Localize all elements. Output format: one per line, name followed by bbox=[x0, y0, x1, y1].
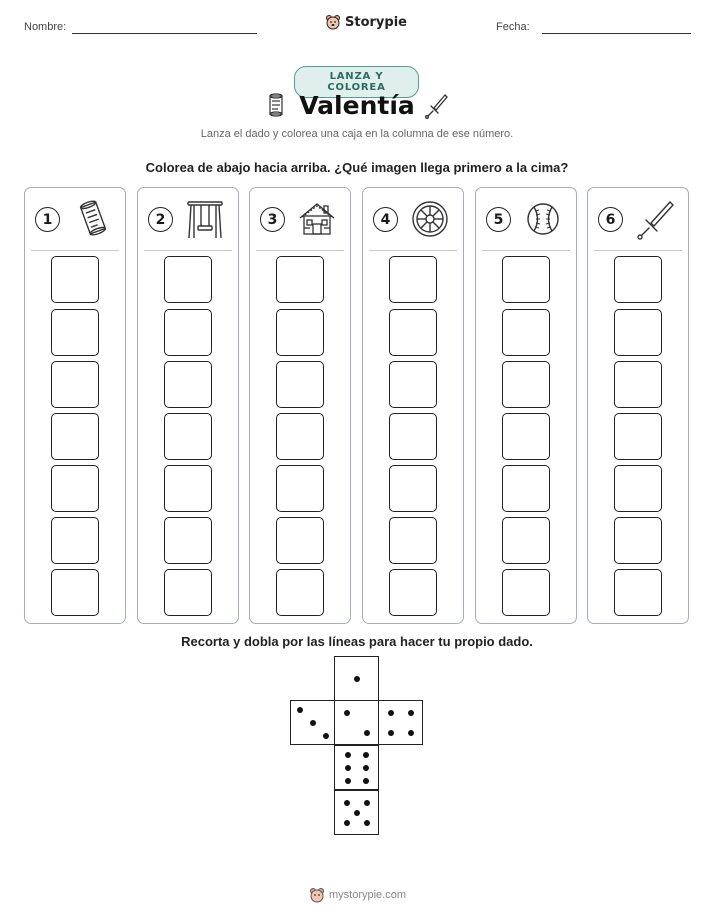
color-box[interactable] bbox=[502, 517, 550, 564]
color-box[interactable] bbox=[389, 413, 437, 460]
color-box[interactable] bbox=[276, 465, 324, 512]
race-instruction: Colorea de abajo hacia arriba. ¿Qué imagen llega primero a la cima? bbox=[145, 160, 569, 175]
baseball-icon bbox=[522, 198, 564, 240]
color-box[interactable] bbox=[276, 517, 324, 564]
column-divider bbox=[144, 250, 232, 251]
shield-icon bbox=[409, 198, 451, 240]
die-pip bbox=[354, 810, 360, 816]
die-pip bbox=[344, 820, 350, 826]
color-box[interactable] bbox=[51, 256, 99, 303]
color-box[interactable] bbox=[51, 517, 99, 564]
page-subtitle: Lanza el dado y colorea una caja en la columna de ese número. bbox=[200, 128, 514, 140]
color-box[interactable] bbox=[389, 256, 437, 303]
die-pip bbox=[345, 778, 351, 784]
scroll-icon bbox=[71, 198, 113, 240]
die-pip bbox=[408, 710, 414, 716]
color-box[interactable] bbox=[276, 256, 324, 303]
die-pip bbox=[345, 752, 351, 758]
die-pip bbox=[354, 676, 360, 682]
die-pip bbox=[364, 800, 370, 806]
color-box[interactable] bbox=[389, 517, 437, 564]
color-box[interactable] bbox=[51, 413, 99, 460]
die-pip bbox=[363, 778, 369, 784]
die-face-2 bbox=[334, 700, 379, 745]
color-box[interactable] bbox=[502, 256, 550, 303]
color-box[interactable] bbox=[502, 361, 550, 408]
column-divider bbox=[256, 250, 344, 251]
sword-icon bbox=[423, 92, 449, 120]
die-pip bbox=[363, 765, 369, 771]
race-column-3 bbox=[249, 187, 351, 624]
color-box[interactable] bbox=[614, 569, 662, 616]
cut-instruction: Recorta y dobla por las líneas para hacer tu propio dado. bbox=[181, 634, 533, 649]
scroll-icon bbox=[262, 92, 288, 120]
die-face-5 bbox=[334, 790, 379, 835]
die-pip bbox=[344, 710, 350, 716]
date-field-line[interactable] bbox=[542, 33, 691, 34]
die-pip bbox=[388, 710, 394, 716]
die-pip bbox=[345, 765, 351, 771]
color-box[interactable] bbox=[164, 256, 212, 303]
race-column-1 bbox=[24, 187, 126, 624]
die-pip bbox=[364, 820, 370, 826]
color-box[interactable] bbox=[389, 361, 437, 408]
name-field-line[interactable] bbox=[72, 33, 257, 34]
date-label: Fecha: bbox=[496, 21, 530, 33]
die-pip bbox=[364, 730, 370, 736]
color-box[interactable] bbox=[614, 256, 662, 303]
color-box[interactable] bbox=[276, 413, 324, 460]
color-box[interactable] bbox=[51, 465, 99, 512]
column-divider bbox=[31, 250, 119, 251]
footer-url[interactable]: mystorypie.com bbox=[329, 889, 407, 901]
color-box[interactable] bbox=[614, 517, 662, 564]
column-number: 5 bbox=[486, 207, 511, 232]
house-icon bbox=[296, 198, 338, 240]
column-number: 6 bbox=[598, 207, 623, 232]
die-face-4 bbox=[378, 700, 423, 745]
color-box[interactable] bbox=[389, 465, 437, 512]
color-box[interactable] bbox=[502, 465, 550, 512]
die-pip bbox=[323, 733, 329, 739]
color-box[interactable] bbox=[276, 309, 324, 356]
color-box[interactable] bbox=[276, 361, 324, 408]
color-box[interactable] bbox=[389, 569, 437, 616]
die-pip bbox=[363, 752, 369, 758]
die-pip bbox=[297, 707, 303, 713]
activity-badge: LANZA Y COLOREA bbox=[294, 66, 419, 98]
name-label: Nombre: bbox=[24, 21, 67, 33]
swing-icon bbox=[184, 198, 226, 240]
column-number: 2 bbox=[148, 207, 173, 232]
column-divider bbox=[482, 250, 570, 251]
color-box[interactable] bbox=[164, 569, 212, 616]
race-column-5 bbox=[475, 187, 577, 624]
bear-logo-icon bbox=[309, 887, 325, 903]
footer bbox=[309, 887, 406, 903]
color-box[interactable] bbox=[389, 309, 437, 356]
die-pip bbox=[408, 730, 414, 736]
race-column-4 bbox=[362, 187, 464, 624]
color-box[interactable] bbox=[164, 309, 212, 356]
race-column-2 bbox=[137, 187, 239, 624]
color-box[interactable] bbox=[51, 569, 99, 616]
color-box[interactable] bbox=[614, 309, 662, 356]
color-box[interactable] bbox=[502, 309, 550, 356]
color-box[interactable] bbox=[614, 361, 662, 408]
sword-icon bbox=[634, 198, 676, 240]
column-divider bbox=[369, 250, 457, 251]
color-box[interactable] bbox=[276, 569, 324, 616]
die-face-3 bbox=[290, 700, 335, 745]
column-number: 4 bbox=[373, 207, 398, 232]
page-title: Valentía bbox=[299, 91, 415, 120]
die-face-6 bbox=[334, 745, 379, 790]
color-box[interactable] bbox=[164, 413, 212, 460]
die-pip bbox=[388, 730, 394, 736]
brand-logo bbox=[325, 14, 407, 30]
color-box[interactable] bbox=[164, 517, 212, 564]
brand-name: Storypie bbox=[345, 14, 407, 30]
bear-logo-icon bbox=[325, 14, 341, 30]
column-number: 3 bbox=[260, 207, 285, 232]
color-box[interactable] bbox=[614, 465, 662, 512]
die-face-1 bbox=[334, 656, 379, 701]
column-number: 1 bbox=[35, 207, 60, 232]
color-box[interactable] bbox=[164, 361, 212, 408]
race-column-6 bbox=[587, 187, 689, 624]
color-box[interactable] bbox=[614, 413, 662, 460]
color-box[interactable] bbox=[164, 465, 212, 512]
color-box[interactable] bbox=[51, 361, 99, 408]
column-divider bbox=[594, 250, 682, 251]
color-box[interactable] bbox=[51, 309, 99, 356]
color-box[interactable] bbox=[502, 569, 550, 616]
die-pip bbox=[310, 720, 316, 726]
die-pip bbox=[344, 800, 350, 806]
color-box[interactable] bbox=[502, 413, 550, 460]
